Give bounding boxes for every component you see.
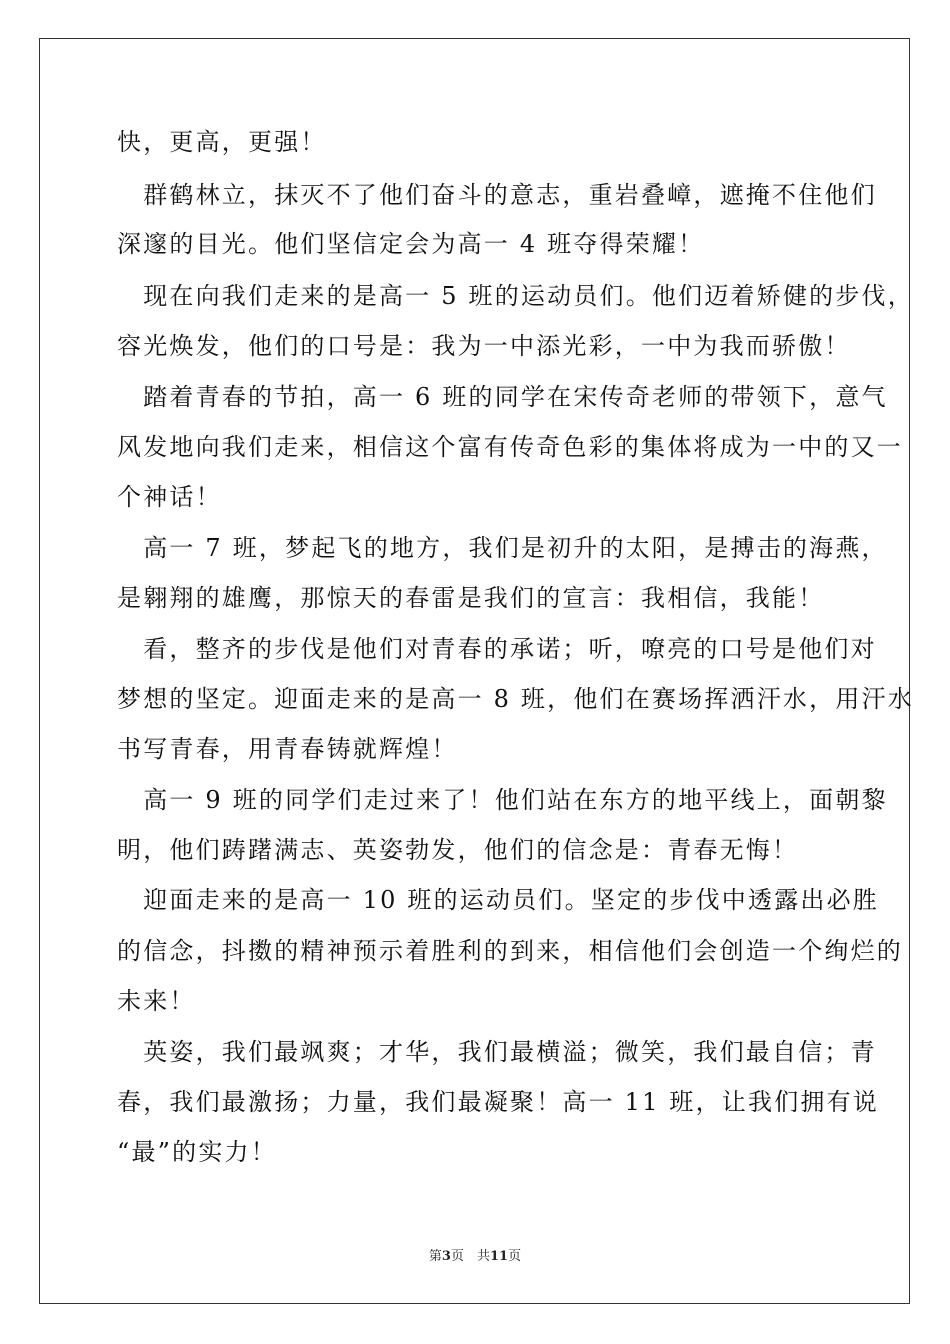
text-line: 个神话！ [117,483,222,511]
text-line: 踏着青春的节拍，高一 6 班的同学在宋传奇老师的带领下，意气 [117,383,888,411]
text-line: 深邃的目光。他们坚信定会为高一 4 班夺得荣耀！ [117,230,705,258]
text-line: 现在向我们走来的是高一 5 班的运动员们。他们迈着矫健的步伐， [117,282,914,310]
page-number-suffix: 页 [508,1249,522,1264]
text-line: 明，他们踌躇满志、英姿勃发，他们的信念是：青春无悔！ [117,836,799,864]
page-number-prefix: 第 [428,1249,442,1264]
text-line: 迎面走来的是高一 10 班的运动员们。坚定的步伐中透露出必胜 [117,886,879,914]
text-line: 群鹤林立，抹灭不了他们奋斗的意志，重岩叠嶂，遮掩不住他们 [117,181,877,209]
text-line: 春，我们最激扬；力量，我们最凝聚！高一 11 班，让我们拥有说 [117,1088,879,1116]
text-line: “最”的实力！ [117,1138,277,1166]
current-page-number: 3 [441,1249,451,1264]
text-line: 快，更高，更强！ [117,128,327,156]
text-line: 英姿，我们最飒爽；才华，我们最横溢；微笑，我们最自信；青 [117,1038,877,1066]
page-number-mid: 页 共 [450,1249,490,1264]
total-page-count: 11 [489,1249,509,1264]
text-line: 看，整齐的步伐是他们对青春的承诺；听，嘹亮的口号是他们对 [117,635,877,663]
text-line: 的信念，抖擞的精神预示着胜利的到来，相信他们会创造一个绚烂的 [117,937,903,965]
text-line: 梦想的坚定。迎面走来的是高一 8 班，他们在赛场挥洒汗水，用汗水 [117,685,914,713]
page-footer [0,1245,950,1264]
text-line: 书写青春，用青春铸就辉煌！ [117,735,458,763]
text-line: 未来！ [117,987,196,1015]
text-line: 高一 7 班，梦起飞的地方，我们是初升的太阳，是搏击的海燕， [117,534,888,562]
text-line: 是翱翔的雄鹰，那惊天的春雷是我们的宣言：我相信，我能！ [117,584,825,612]
text-line: 高一 9 班的同学们走过来了！他们站在东方的地平线上，面朝黎 [117,786,888,814]
text-line: 风发地向我们走来，相信这个富有传奇色彩的集体将成为一中的又一 [117,433,903,461]
text-line: 容光焕发，他们的口号是：我为一中添光彩，一中为我而骄傲！ [117,332,851,360]
